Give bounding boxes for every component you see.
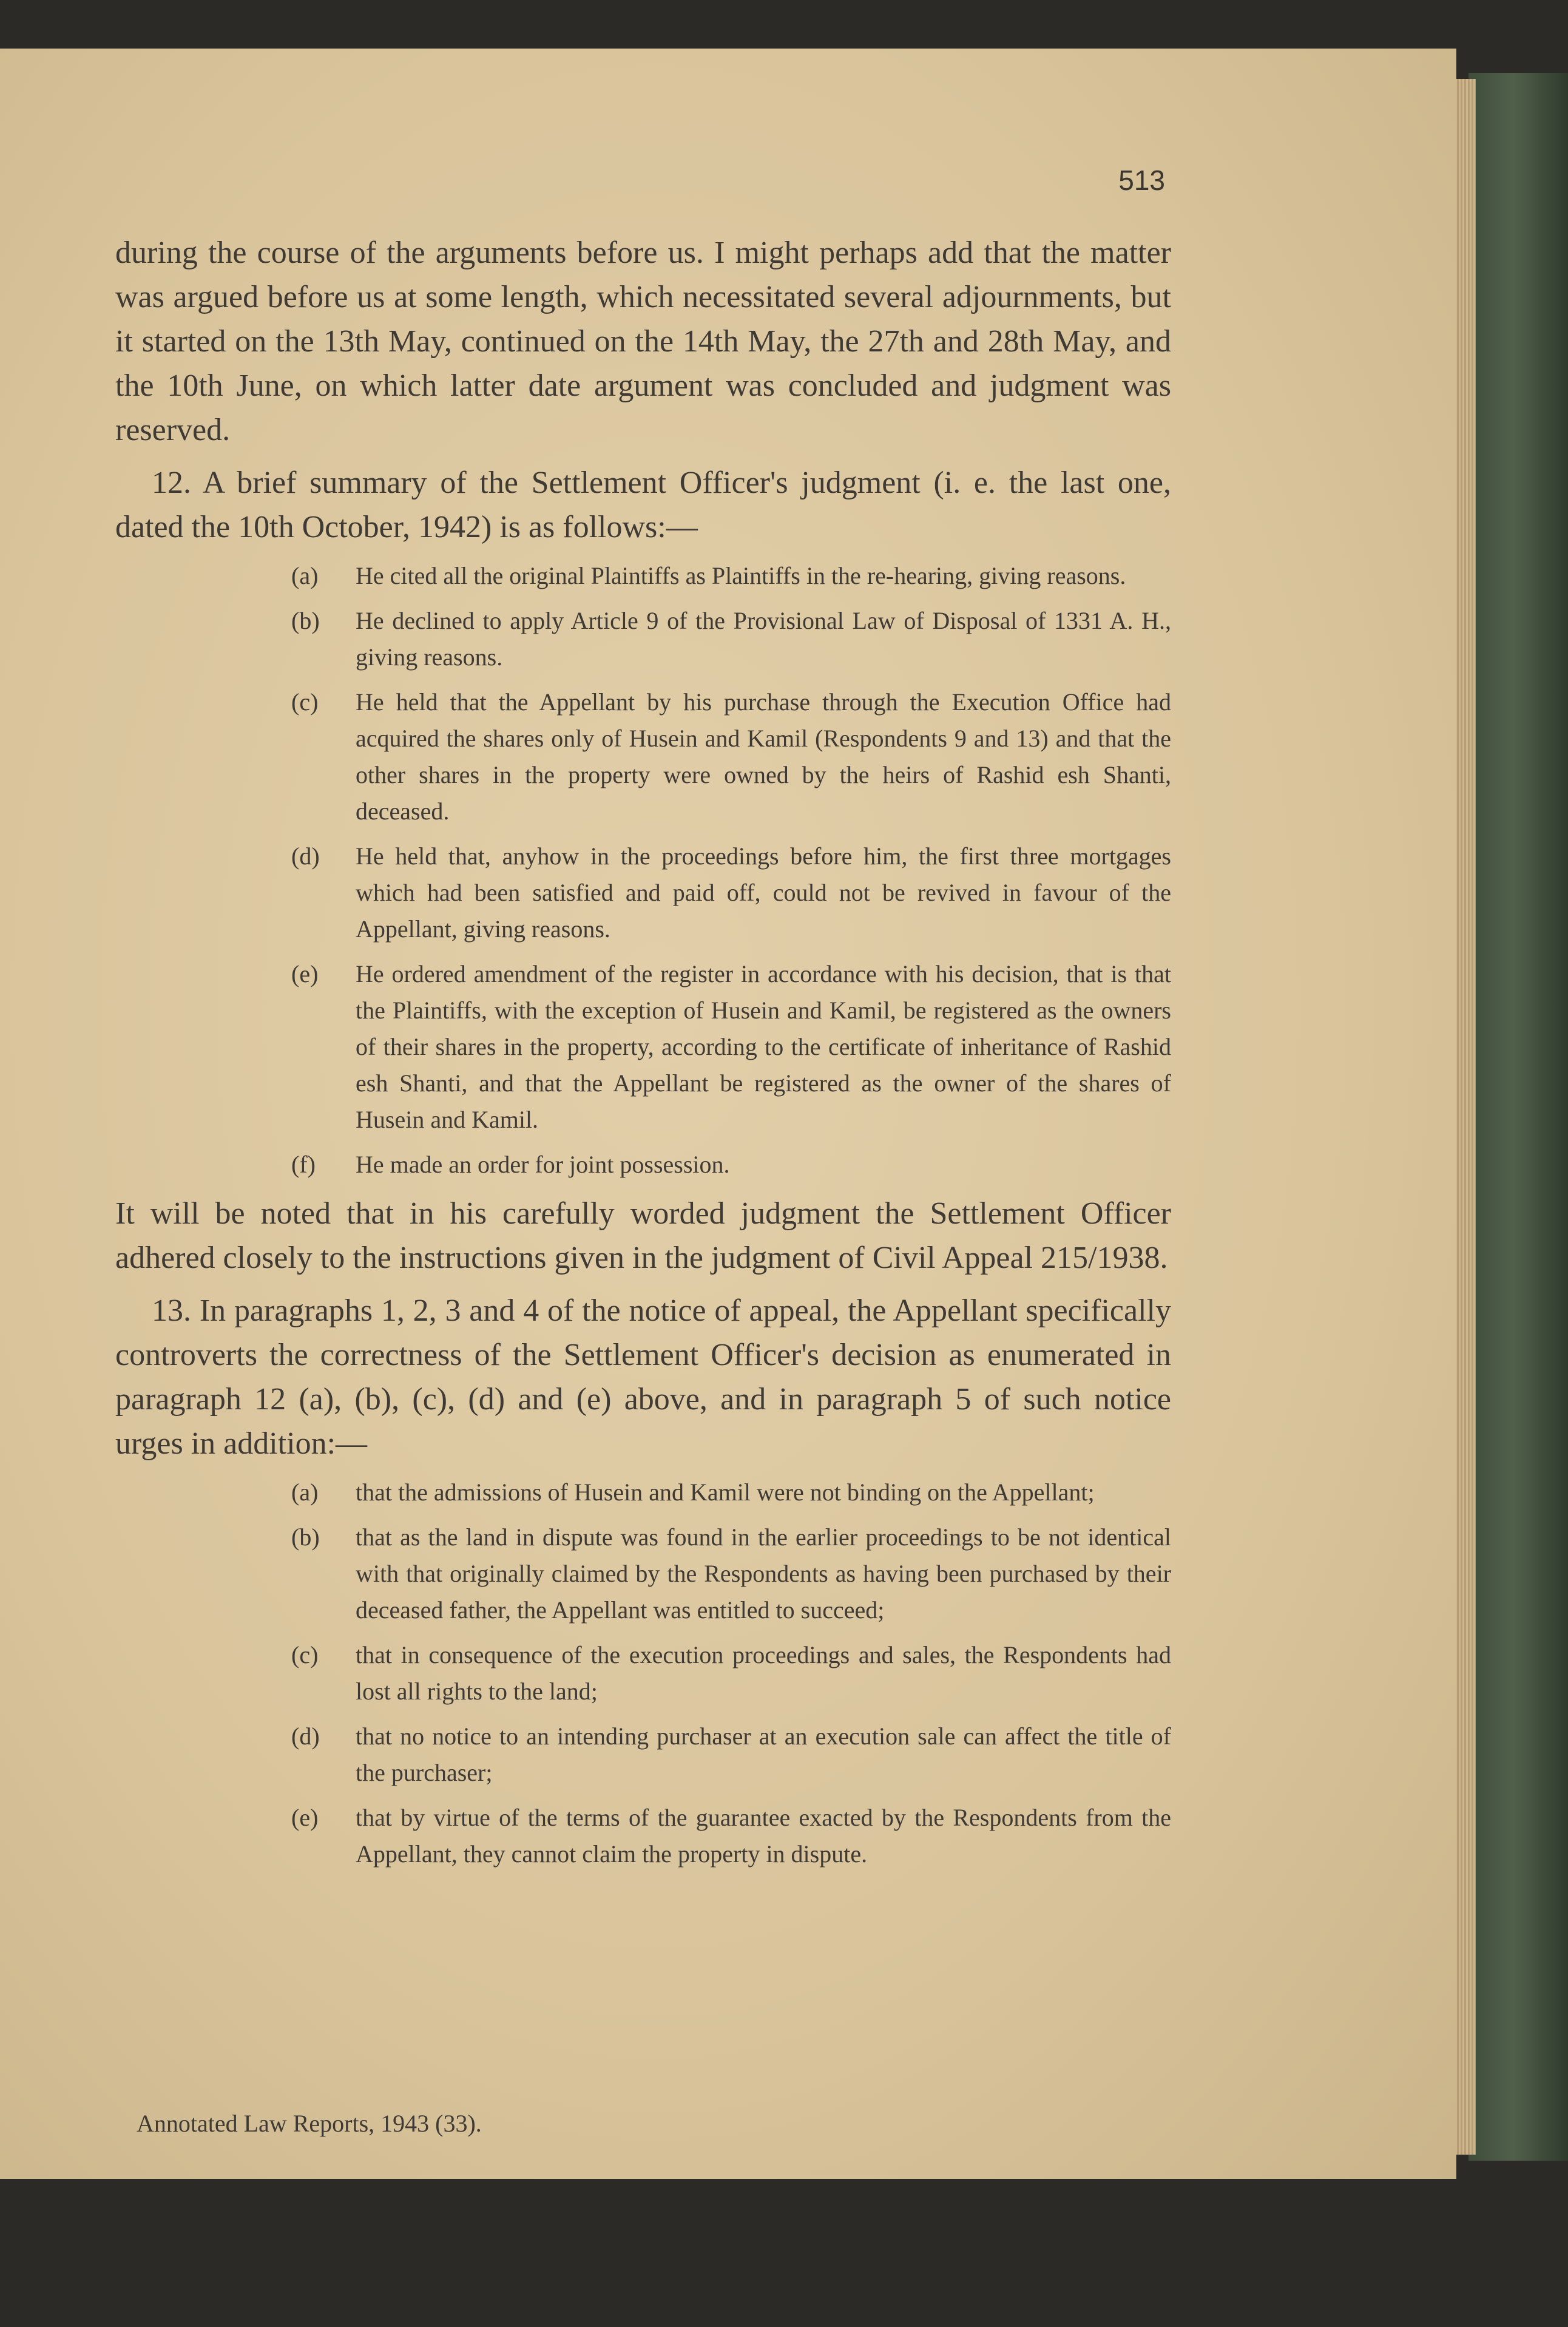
list-item: (e) He ordered amendment of the register in accordance with his decision, that is that the Plaintiffs, with the exception of Husein and Kamil, be registered as the owners of their shares in the property, according to the certificate of inheritance of Rashid esh Shanti, and that the Appellant be registered as the owner of the shares of Husein and Kamil. xyxy=(291,960,1171,1133)
list-item: (a) He cited all the original Plaintiffs as Plaintiffs in the re-hearing, giving reasons. xyxy=(291,562,1126,589)
list-item: (a) that the admissions of Husein and Kamil were not binding on the Appellant; xyxy=(291,1479,1095,1506)
paragraph-13: 13. In paragraphs 1, 2, 3 and 4 of the notice of appeal, the Appellant specifically controverts the correctness of the Settlement Officer's decision as enumerated in paragraph 12 (a), (b), (c), (d) and (e) above, and in paragraph 5 of such notice urges in addition:— xyxy=(115,1293,1171,1461)
list-item: (c) that in consequence of the execution proceedings and sales, the Respondents had lost all rights to the land; xyxy=(291,1641,1171,1705)
list-item: (d) He held that, anyhow in the proceedings before him, the first three mortgages which had been satisfied and paid off, could not be revived in favour of the Appellant, giving reasons. xyxy=(291,842,1171,943)
list-item: (f) He made an order for joint possession. xyxy=(291,1151,730,1178)
paragraph-12: 12. A brief summary of the Settlement Officer's judgment (i. e. the last one, dated the 10th October, 1942) is as follows:— xyxy=(115,466,1171,544)
page-number: 513 xyxy=(1118,164,1165,196)
list-item: (d) that no notice to an intending purchaser at an execution sale can affect the title of the purchaser; xyxy=(291,1722,1171,1786)
page-body xyxy=(115,231,1171,1881)
list-item: (b) that as the land in dispute was found in the earlier proceedings to be not identical with that originally claimed by the Respondents as having been purchased by their deceased father, the Appellant was entitled to succeed; xyxy=(291,1523,1171,1624)
list-item: (e) that by virtue of the terms of the guarantee exacted by the Respondents from the Appellant, they cannot claim the property in dispute. xyxy=(291,1804,1171,1868)
paragraph-intro: during the course of the arguments before us. I might perhaps add that the matter was argued before us at some length, which necessitated several adjournments, but it started on the 13th May, continued on the 14th May, the 27th and 28th May, and the 10th June, on which latter date argument was concluded and judgment was reserved. xyxy=(115,235,1171,447)
list-item: (b) He declined to apply Article 9 of the Provisional Law of Disposal of 1331 A. H., giving reasons. xyxy=(291,607,1171,671)
page-footer: Annotated Law Reports, 1943 (33). xyxy=(137,2110,482,2137)
summary-list xyxy=(115,558,1171,1183)
paragraph-noted: It will be noted that in his carefully worded judgment the Settlement Officer adhered closely to the instructions given in the judgment of Civil Appeal 215/1938. xyxy=(115,1196,1171,1275)
book-spine xyxy=(1468,73,1568,2161)
list-item: (c) He held that the Appellant by his purchase through the Execution Office had acquired the shares only of Husein and Kamil (Respondents 9 and 13) and that the other shares in the property were owned by the heirs of Rashid esh Shanti, deceased. xyxy=(291,688,1171,825)
book-page xyxy=(0,49,1456,2179)
appeal-grounds-list xyxy=(115,1474,1171,1872)
